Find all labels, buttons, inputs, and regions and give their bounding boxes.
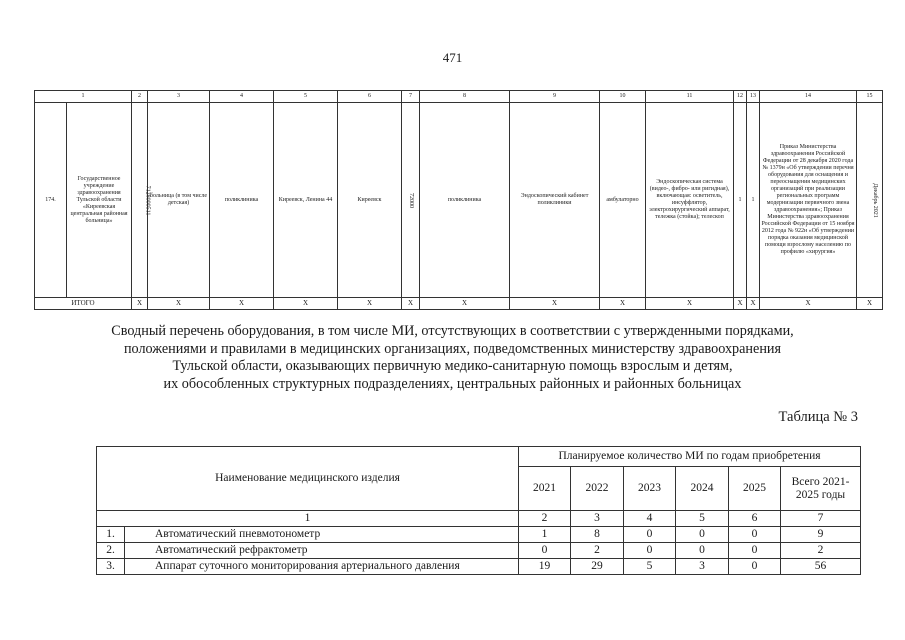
col-index: 14 xyxy=(760,91,857,103)
value-cell: 29 xyxy=(571,559,624,575)
total-mark: Х xyxy=(747,298,760,310)
index-cell: 7 xyxy=(781,511,861,527)
col-index: 12 xyxy=(734,91,747,103)
department: Эндоскопический кабинет поликлиники xyxy=(510,103,600,298)
value-cell: 0 xyxy=(676,527,729,543)
table-row xyxy=(97,559,861,575)
total-mark: Х xyxy=(132,298,148,310)
item-name: Аппарат суточного мониторирования артериального давления xyxy=(125,559,519,575)
oktmo-cell xyxy=(402,103,420,298)
total-header: Всего 2021-2025 годы xyxy=(781,467,861,511)
total-cell: 9 xyxy=(781,527,861,543)
index-cell: 6 xyxy=(729,511,781,527)
value-cell: 0 xyxy=(624,527,676,543)
total-mark: Х xyxy=(760,298,857,310)
group-header: Планируемое количество МИ по годам приобретения xyxy=(519,447,861,467)
col-index: 3 xyxy=(148,91,210,103)
item-name: Автоматический рефрактометр xyxy=(125,543,519,559)
oktmo-value: 72000 xyxy=(408,192,414,208)
date-cell xyxy=(857,103,883,298)
value-cell: 0 xyxy=(519,543,571,559)
total-cell: 2 xyxy=(781,543,861,559)
col-index: 4 xyxy=(210,91,274,103)
table-row xyxy=(97,543,861,559)
name-header: Наименование медицинского изделия xyxy=(97,447,519,511)
year-header: 2023 xyxy=(624,467,676,511)
total-row xyxy=(35,298,883,310)
value-cell: 19 xyxy=(519,559,571,575)
value-cell: 0 xyxy=(729,559,781,575)
index-cell: 2 xyxy=(519,511,571,527)
quantity-planned: 1 xyxy=(747,103,760,298)
equipment-name: Эндоскопическая система (видео-, фибро- или ригидная), включающая: осветитель, инсуффлятор, электрохирургический аппарат, тележка (стойка); телескоп xyxy=(646,103,734,298)
value-cell: 1 xyxy=(519,527,571,543)
table-row xyxy=(35,103,883,298)
col-index: 11 xyxy=(646,91,734,103)
value-cell: 8 xyxy=(571,527,624,543)
inn-value: 7128000511 xyxy=(144,185,151,215)
year-header: 2022 xyxy=(571,467,624,511)
value-cell: 3 xyxy=(676,559,729,575)
page-number: 471 xyxy=(442,50,463,65)
col-index: 2 xyxy=(132,91,148,103)
year-header: 2024 xyxy=(676,467,729,511)
total-mark: Х xyxy=(338,298,402,310)
total-mark: Х xyxy=(274,298,338,310)
regulation-reference: Приказ Министерства здравоохранения Российской Федерации от 28 декабря 2020 года № 1379н «Об утверждении перечня оборудования для оснащения и переоснащения медицинских организаций при реализации региональных программ модернизации первичного звена здравоохранения»; Приказ Министерства здравоохранения Российской Федерации от 15 ноября 2012 года № 922н «Об утверждении порядка оказания медицинской помощи взрослому населению по профилю «хирургия» xyxy=(760,103,857,298)
row-number: 174. xyxy=(35,103,67,298)
heading-line: Сводный перечень оборудования, в том числе МИ, отсутствующих в соответствии с утвержденными порядками, xyxy=(111,323,794,339)
value-cell: 2 xyxy=(571,543,624,559)
total-mark: Х xyxy=(600,298,646,310)
value-cell: 0 xyxy=(729,543,781,559)
col-index: 13 xyxy=(747,91,760,103)
total-mark: Х xyxy=(148,298,210,310)
year-header: 2021 xyxy=(519,467,571,511)
table-row xyxy=(97,527,861,543)
col-index: 9 xyxy=(510,91,600,103)
col-index: 15 xyxy=(857,91,883,103)
address: Киреевск, Ленина 44 xyxy=(274,103,338,298)
item-name: Автоматический пневмотонометр xyxy=(125,527,519,543)
value-cell: 0 xyxy=(729,527,781,543)
subdivision-type: поликлиника xyxy=(210,103,274,298)
total-mark: Х xyxy=(646,298,734,310)
index-cell: 5 xyxy=(676,511,729,527)
total-label: ИТОГО xyxy=(35,298,132,310)
value-cell: 0 xyxy=(624,543,676,559)
col-index: 7 xyxy=(402,91,420,103)
row-number: 2. xyxy=(97,543,125,559)
care-conditions: амбулаторно xyxy=(600,103,646,298)
value-cell: 5 xyxy=(624,559,676,575)
col-index: 5 xyxy=(274,91,338,103)
org-type: больница (в том числе детская) xyxy=(148,103,210,298)
row-number: 1. xyxy=(97,527,125,543)
col-index: 1 xyxy=(35,91,132,103)
total-mark: Х xyxy=(857,298,883,310)
value-cell: 0 xyxy=(676,543,729,559)
index-cell: 4 xyxy=(624,511,676,527)
planned-equipment-table xyxy=(96,446,861,575)
equipment-detail-table xyxy=(34,90,883,310)
quantity-required: 1 xyxy=(734,103,747,298)
date-value: Декабрь 2021 xyxy=(871,182,878,218)
index-cell: 1 xyxy=(97,511,519,527)
index-cell: 3 xyxy=(571,511,624,527)
col-index: 6 xyxy=(338,91,402,103)
total-mark: Х xyxy=(734,298,747,310)
table-label: Таблица № 3 xyxy=(778,409,858,425)
total-mark: Х xyxy=(510,298,600,310)
index-row xyxy=(97,511,861,527)
heading-line: Тульской области, оказывающих первичную медико-санитарную помощь взрослым и детям, xyxy=(172,358,733,374)
section-heading xyxy=(0,323,905,393)
row-number: 3. xyxy=(97,559,125,575)
year-header: 2025 xyxy=(729,467,781,511)
total-mark: Х xyxy=(210,298,274,310)
unit-type: поликлиника xyxy=(420,103,510,298)
heading-line: их обособленных структурных подразделениях, центральных районных и районных больницах xyxy=(163,375,742,392)
organization-name: Государственное учреждение здравоохранения Тульской области «Киреевская центральная районная больница» xyxy=(67,103,132,298)
col-index: 10 xyxy=(600,91,646,103)
header-row xyxy=(97,447,861,467)
column-index-row xyxy=(35,91,883,103)
heading-line: положениями и правилами в медицинских организациях, подведомственных министерству здравоохранения xyxy=(123,340,782,357)
total-mark: Х xyxy=(420,298,510,310)
total-mark: Х xyxy=(402,298,420,310)
locality: Киреевск xyxy=(338,103,402,298)
inn-cell xyxy=(132,103,151,298)
total-cell: 56 xyxy=(781,559,861,575)
col-index: 8 xyxy=(420,91,510,103)
